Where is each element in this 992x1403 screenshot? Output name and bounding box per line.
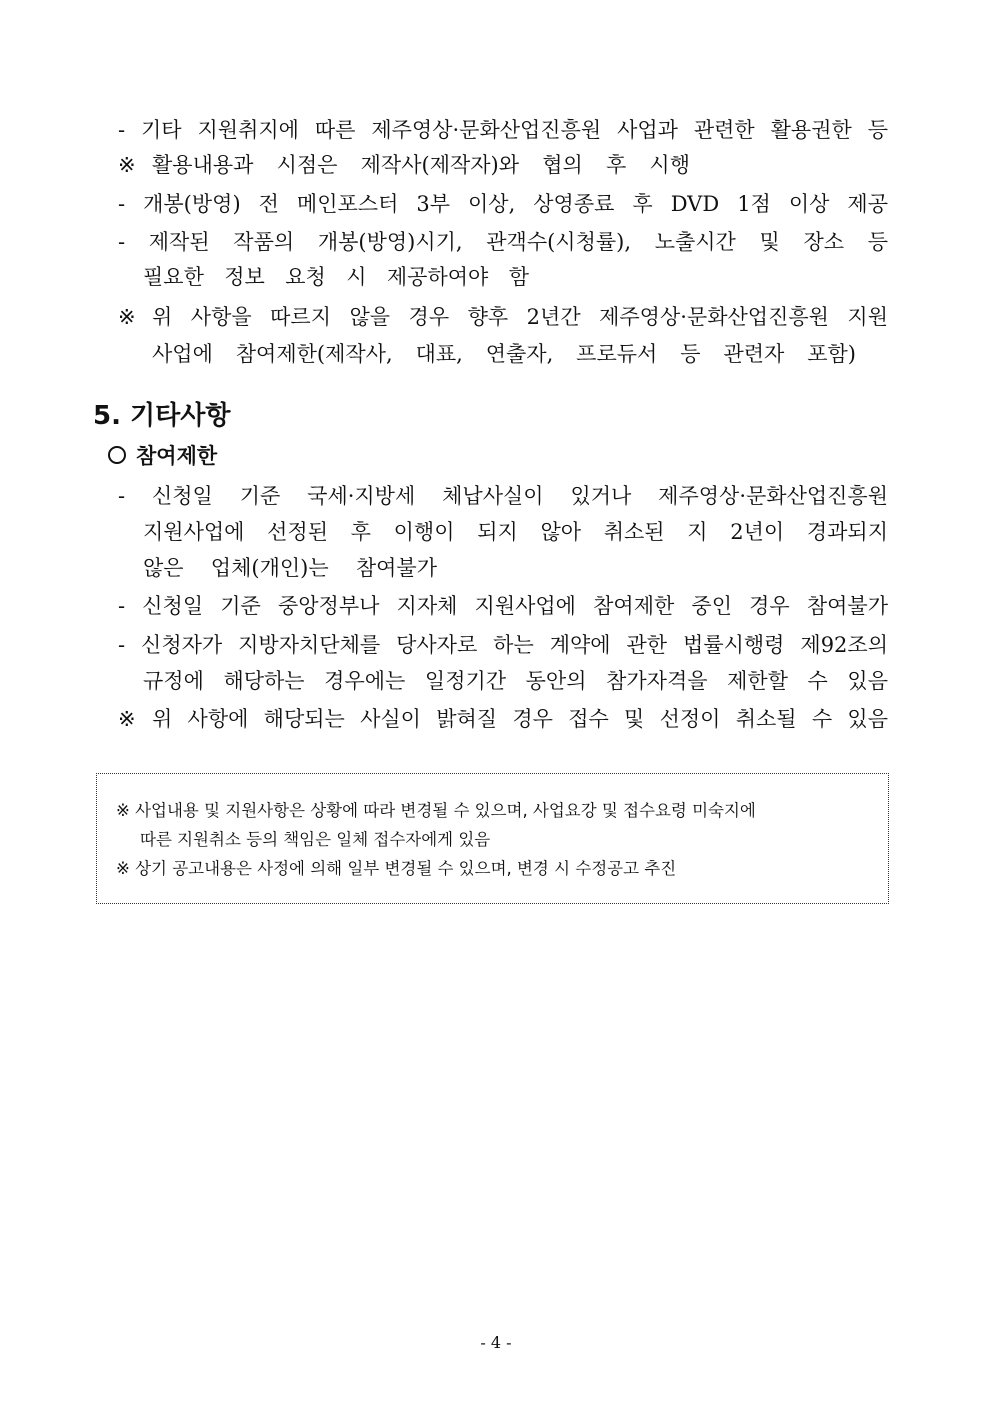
section-title: 5. 기타사항 <box>93 401 231 431</box>
section5-line-4: - 신청일 기준 중앙정부나 지자체 지원사업에 참여제한 중인 경우 참여불가 <box>118 594 888 618</box>
usage-line-1: - 기타 지원취지에 따른 제주영상·문화산업진흥원 사업과 관련한 활용권한 등 <box>118 118 888 142</box>
notice-line-1-cont: 따른 지원취소 등의 책임은 일체 접수자에게 있음 <box>140 830 491 849</box>
usage-line-2: 활용내용과 시점은 제작사(제작자)와 협의 후 시행 <box>152 153 690 177</box>
subsection-label: 참여제한 <box>136 444 218 468</box>
section5-line-6: 규정에 해당하는 경우에는 일정기간 동안의 참가자격을 제한할 수 있음 <box>143 669 888 693</box>
section5-line-5: - 신청자가 지방자치단체를 당사자로 하는 계약에 관한 법률시행령 제92조의 <box>118 633 888 657</box>
usage-line-7: 사업에 참여제한(제작사, 대표, 연출자, 프로듀서 등 관련자 포함) <box>152 342 856 366</box>
usage-line-4: - 제작된 작품의 개봉(방영)시기, 관객수(시청률), 노출시간 및 장소 등 <box>118 230 888 254</box>
subsection-title <box>108 440 217 472</box>
circle-bullet-icon <box>108 446 126 464</box>
section5-line-3: 않은 업체(개인)는 참여불가 <box>143 556 437 580</box>
note-mark-3: ※ <box>118 707 136 731</box>
usage-line-5: 필요한 정보 요청 시 제공하여야 함 <box>143 265 529 289</box>
page-number: - 4 - <box>480 1333 512 1352</box>
section5-line-1: - 신청일 기준 국세·지방세 체납사실이 있거나 제주영상·문화산업진흥원 <box>118 484 888 508</box>
section5-line-7: 위 사항에 해당되는 사실이 밝혀질 경우 접수 및 선정이 취소될 수 있음 <box>152 707 888 731</box>
note-mark-1: ※ <box>118 153 136 177</box>
notice-line-1: ※ 사업내용 및 지원사항은 상황에 따라 변경될 수 있으며, 사업요강 및 접수요령 미숙지에 <box>116 801 756 820</box>
usage-line-6: 위 사항을 따르지 않을 경우 향후 2년간 제주영상·문화산업진흥원 지원 <box>152 305 888 329</box>
notice-line-2: ※ 상기 공고내용은 사정에 의해 일부 변경될 수 있으며, 변경 시 수정공고 추진 <box>116 859 677 878</box>
section5-line-2: 지원사업에 선정된 후 이행이 되지 않아 취소된 지 2년이 경과되지 <box>143 520 888 544</box>
note-mark-2: ※ <box>118 305 136 329</box>
usage-line-3: - 개봉(방영) 전 메인포스터 3부 이상, 상영종료 후 DVD 1점 이상 제공 <box>118 192 888 216</box>
